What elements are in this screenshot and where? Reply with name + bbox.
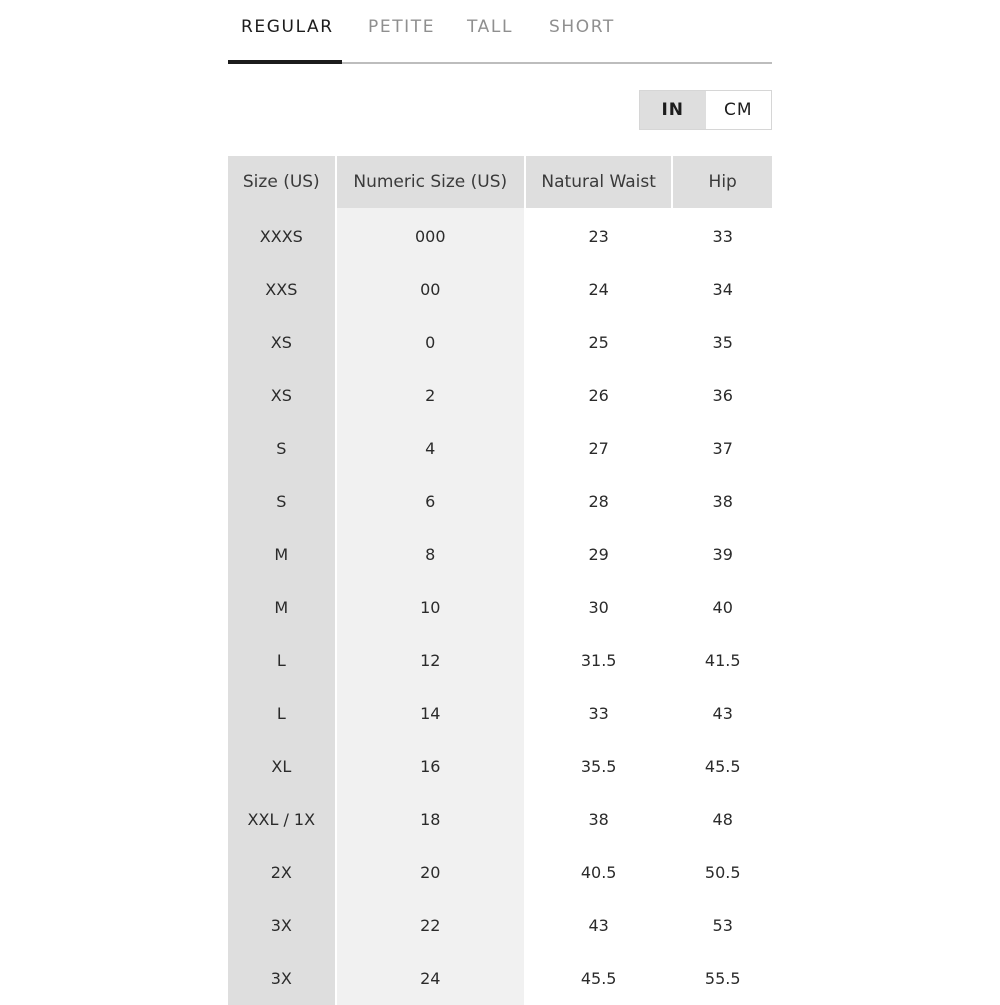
cell-hip: 53 xyxy=(673,899,772,952)
cell-hip: 37 xyxy=(673,422,772,475)
cell-size-us: XS xyxy=(228,369,335,422)
cell-size-us: XXXS xyxy=(228,210,335,263)
cell-numeric-size: 6 xyxy=(337,475,524,528)
active-tab-indicator xyxy=(228,60,342,64)
table-body xyxy=(228,210,772,1005)
cell-size-us: XS xyxy=(228,316,335,369)
cell-numeric-size: 16 xyxy=(337,740,524,793)
unit-in-button[interactable]: IN xyxy=(640,91,706,129)
cell-hip: 48 xyxy=(673,793,772,846)
cell-numeric-size: 10 xyxy=(337,581,524,634)
cell-numeric-size: 8 xyxy=(337,528,524,581)
size-chart xyxy=(228,0,772,988)
cell-natural-waist: 38 xyxy=(526,793,671,846)
cell-size-us: 2X xyxy=(228,846,335,899)
cell-natural-waist: 45.5 xyxy=(526,952,671,1005)
table-row xyxy=(228,475,772,528)
cell-size-us: XXL / 1X xyxy=(228,793,335,846)
tab-short[interactable]: SHORT xyxy=(549,17,615,37)
cell-natural-waist: 43 xyxy=(526,899,671,952)
cell-hip: 45.5 xyxy=(673,740,772,793)
cell-size-us: S xyxy=(228,422,335,475)
cell-numeric-size: 0 xyxy=(337,316,524,369)
cell-hip: 39 xyxy=(673,528,772,581)
table-row xyxy=(228,740,772,793)
table-row xyxy=(228,687,772,740)
table-row xyxy=(228,634,772,687)
fit-tabs xyxy=(228,0,772,64)
table-row xyxy=(228,899,772,952)
cell-natural-waist: 35.5 xyxy=(526,740,671,793)
cell-natural-waist: 26 xyxy=(526,369,671,422)
cell-size-us: 3X xyxy=(228,952,335,1005)
cell-size-us: L xyxy=(228,687,335,740)
cell-hip: 50.5 xyxy=(673,846,772,899)
tab-tall[interactable]: TALL xyxy=(467,17,514,37)
table-row xyxy=(228,369,772,422)
header-numeric-size: Numeric Size (US) xyxy=(337,156,524,208)
cell-natural-waist: 28 xyxy=(526,475,671,528)
unit-toggle xyxy=(639,90,772,130)
table-row xyxy=(228,316,772,369)
cell-size-us: M xyxy=(228,528,335,581)
cell-natural-waist: 23 xyxy=(526,210,671,263)
cell-numeric-size: 00 xyxy=(337,263,524,316)
cell-numeric-size: 22 xyxy=(337,899,524,952)
cell-numeric-size: 4 xyxy=(337,422,524,475)
table-header-row xyxy=(228,156,772,208)
cell-hip: 38 xyxy=(673,475,772,528)
cell-natural-waist: 33 xyxy=(526,687,671,740)
cell-natural-waist: 27 xyxy=(526,422,671,475)
cell-numeric-size: 14 xyxy=(337,687,524,740)
cell-size-us: S xyxy=(228,475,335,528)
cell-size-us: XXS xyxy=(228,263,335,316)
size-table xyxy=(228,156,772,1005)
tab-petite[interactable]: PETITE xyxy=(368,17,436,37)
table-row xyxy=(228,581,772,634)
header-hip: Hip xyxy=(673,156,772,208)
table-row xyxy=(228,422,772,475)
cell-size-us: M xyxy=(228,581,335,634)
cell-natural-waist: 25 xyxy=(526,316,671,369)
header-natural-waist: Natural Waist xyxy=(526,156,671,208)
table-row xyxy=(228,846,772,899)
cell-natural-waist: 30 xyxy=(526,581,671,634)
unit-cm-button[interactable]: CM xyxy=(706,91,772,129)
table-row xyxy=(228,952,772,1005)
table-row xyxy=(228,263,772,316)
cell-size-us: XL xyxy=(228,740,335,793)
cell-numeric-size: 12 xyxy=(337,634,524,687)
cell-numeric-size: 24 xyxy=(337,952,524,1005)
cell-numeric-size: 20 xyxy=(337,846,524,899)
cell-numeric-size: 18 xyxy=(337,793,524,846)
cell-size-us: 3X xyxy=(228,899,335,952)
cell-hip: 40 xyxy=(673,581,772,634)
cell-size-us: L xyxy=(228,634,335,687)
cell-hip: 35 xyxy=(673,316,772,369)
cell-hip: 55.5 xyxy=(673,952,772,1005)
cell-hip: 41.5 xyxy=(673,634,772,687)
table-row xyxy=(228,528,772,581)
cell-numeric-size: 000 xyxy=(337,210,524,263)
tab-regular[interactable]: REGULAR xyxy=(241,17,334,37)
cell-hip: 34 xyxy=(673,263,772,316)
cell-natural-waist: 40.5 xyxy=(526,846,671,899)
cell-natural-waist: 31.5 xyxy=(526,634,671,687)
table-row xyxy=(228,793,772,846)
cell-hip: 33 xyxy=(673,210,772,263)
cell-natural-waist: 24 xyxy=(526,263,671,316)
header-size-us: Size (US) xyxy=(228,156,335,208)
cell-natural-waist: 29 xyxy=(526,528,671,581)
cell-numeric-size: 2 xyxy=(337,369,524,422)
table-row xyxy=(228,210,772,263)
cell-hip: 36 xyxy=(673,369,772,422)
cell-hip: 43 xyxy=(673,687,772,740)
